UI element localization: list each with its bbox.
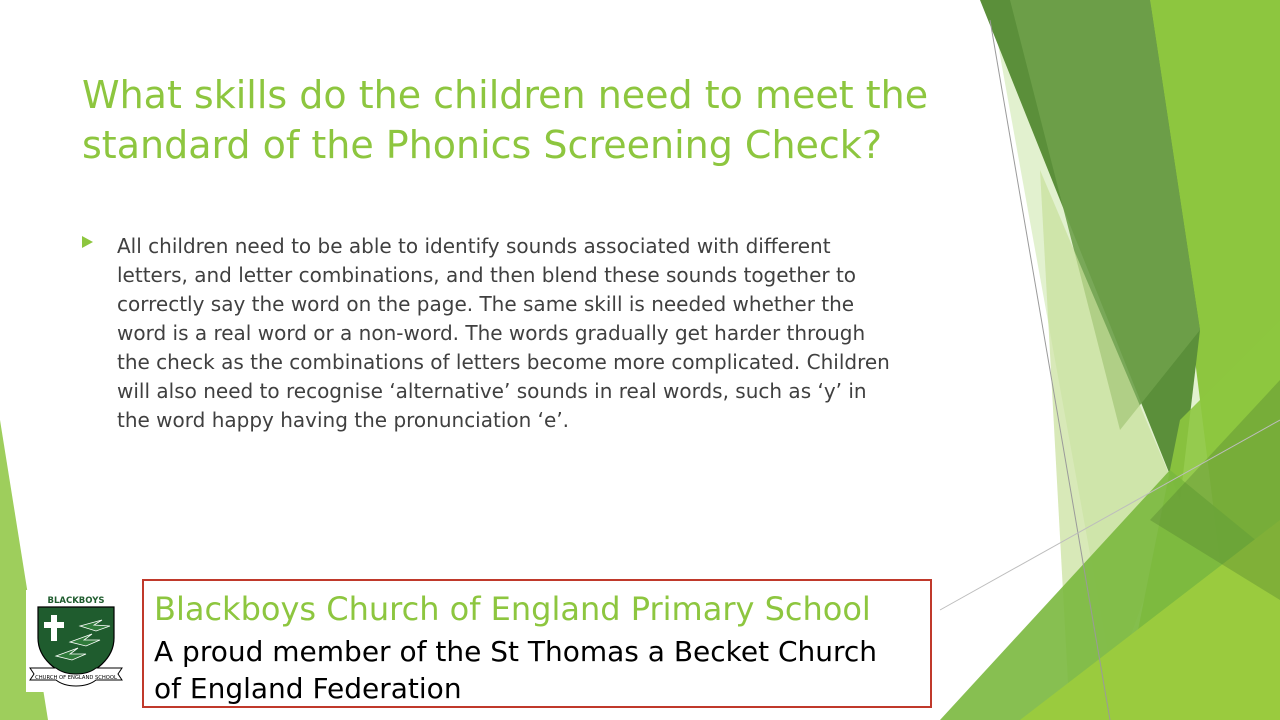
bullet-line: correctly say the word on the page. The same skill is needed whether the (117, 292, 855, 316)
bullet-line: the check as the combinations of letters become more complicated. Children (117, 350, 890, 374)
slide-title-line: standard of the Phonics Screening Check? (82, 123, 882, 167)
bullet-line: letters, and letter combinations, and then blend these sounds together to (117, 263, 857, 287)
bullet-item (82, 232, 962, 435)
footer-school-box (142, 579, 932, 708)
school-logo (26, 590, 126, 692)
footer-federation-line: A proud member of the St Thomas a Becket Church (154, 635, 878, 668)
triangle-bullet-icon (82, 236, 93, 248)
bullet-line: word is a real word or a non-word. The words gradually get harder through (117, 321, 866, 345)
footer-federation-text (154, 633, 877, 707)
bullet-line: will also need to recognise ‘alternative’ sounds in real words, such as ‘y’ in (117, 379, 867, 403)
logo-top-text: BLACKBOYS (47, 596, 105, 606)
footer-federation-line: of England Federation (154, 672, 462, 705)
bullet-line: the word happy having the pronunciation ‘e’. (117, 408, 570, 432)
footer-school-name: Blackboys Church of England Primary School (154, 590, 871, 628)
bullet-line: All children need to be able to identify sounds associated with different (117, 234, 831, 258)
bullet-text (117, 232, 962, 435)
logo-ribbon-text: CHURCH OF ENGLAND SCHOOL (35, 675, 117, 681)
slide-title-line: What skills do the children need to meet the (82, 73, 929, 117)
slide-title (82, 70, 982, 170)
